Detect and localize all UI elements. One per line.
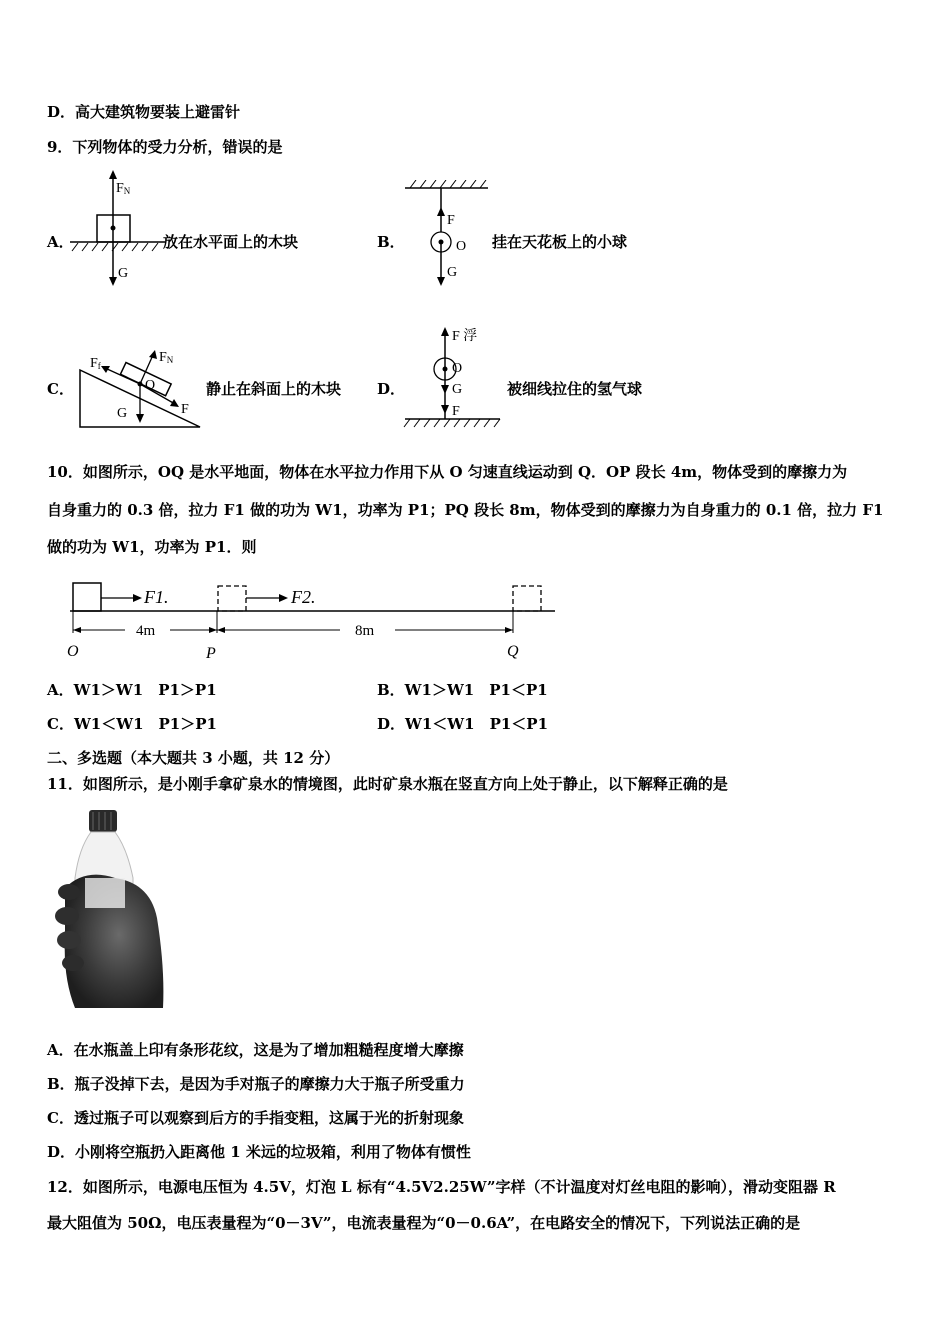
q9-d-letter: D． [377, 380, 406, 398]
q9-b-f-label: F [447, 213, 455, 228]
q9-a-letter: A． [47, 233, 74, 251]
q10-option-c: C．W1＜W1 P1＞P1 [47, 715, 217, 733]
q9-d-figure [400, 322, 510, 432]
q9-a-caption: 放在水平面上的木块 [163, 233, 299, 251]
q9-c-ff-label: Ff [90, 356, 101, 371]
q9-b-letter: B． [377, 233, 405, 251]
q9-d-f-label: F [452, 404, 460, 419]
section-2-heading: 二、多选题（本大题共 3 小题，共 12 分） [47, 749, 340, 767]
q10-figure [60, 578, 560, 663]
q12-line2: 最大阻值为 50Ω，电压表量程为“0－3V”，电流表量程为“0－0.6A”，在电路安全的情况下，下列说法正确的是 [47, 1214, 801, 1232]
q12-line1: 12．如图所示，电源电压恒为 4.5V，灯泡 L 标有“4.5V2.25W”字样（不计温度对灯丝电阻的影响），滑动变阻器 R [47, 1178, 836, 1196]
q10-option-b: B．W1＞W1 P1＜P1 [377, 681, 548, 699]
q9-b-g-label: G [447, 265, 458, 280]
q10-f2-label: F2. [291, 587, 316, 607]
q9-stem: 9．下列物体的受力分析，错误的是 [47, 138, 283, 156]
q9-d-g-label: G [452, 382, 463, 397]
q10-d2-label: 8m [355, 623, 375, 639]
q11-option-a: A．在水瓶盖上印有条形花纹，这是为了增加粗糙程度增大摩擦 [47, 1041, 464, 1059]
q9-d-caption: 被细线拉住的氢气球 [507, 380, 643, 398]
q8-option-d: D．高大建筑物要装上避雷针 [47, 103, 241, 121]
q9-a-fn-label: FN [116, 181, 131, 196]
q9-d-o-label: O [452, 361, 463, 376]
q10-line3: 做的功为 W1，功率为 P1．则 [47, 538, 257, 556]
q11-stem: 11．如图所示，是小刚手拿矿泉水的情境图，此时矿泉水瓶在竖直方向上处于静止，以下解释正确的是 [47, 775, 728, 793]
q9-a-figure [70, 165, 170, 290]
q11-photo-hand-bottle [55, 808, 170, 1013]
q10-q-label: Q [507, 643, 519, 660]
q9-c-f-label: F [181, 402, 189, 417]
q9-c-g-label: G [117, 406, 128, 421]
q11-option-c: C．透过瓶子可以观察到后方的手指变粗，这属于光的折射现象 [47, 1109, 464, 1127]
q9-c-o-label: O [145, 378, 156, 393]
q9-b-figure [400, 180, 490, 290]
q10-option-d: D．W1＜W1 P1＜P1 [377, 715, 549, 733]
q9-c-caption: 静止在斜面上的木块 [206, 380, 342, 398]
q9-c-figure [75, 345, 205, 430]
q10-d1-label: 4m [136, 623, 156, 639]
q9-c-letter: C． [47, 380, 74, 398]
q10-line1: 10．如图所示，OQ 是水平地面，物体在水平拉力作用下从 O 匀速直线运动到 Q．OP 段长 4m，物体受到的摩擦力为 [47, 463, 848, 481]
q11-option-d: D．小刚将空瓶扔入距离他 1 米远的垃圾箱，利用了物体有惯性 [47, 1143, 471, 1161]
q9-b-o-label: O [456, 239, 467, 254]
q10-p-label: P [206, 645, 216, 662]
q10-line2: 自身重力的 0.3 倍，拉力 F1 做的功为 W1，功率为 P1；PQ 段长 8m，物体受到的摩擦力为自身重力的 0.1 倍，拉力 F1 [47, 501, 884, 519]
q9-b-caption: 挂在天花板上的小球 [492, 233, 628, 251]
q10-f1-label: F1. [144, 587, 169, 607]
q9-a-g-label: G [118, 266, 129, 281]
q9-d-ffu-label: F 浮 [452, 329, 478, 344]
q10-o-label: O [67, 643, 79, 660]
q11-option-b: B．瓶子没掉下去，是因为手对瓶子的摩擦力大于瓶子所受重力 [47, 1075, 465, 1093]
q10-option-a: A．W1＞W1 P1＞P1 [47, 681, 217, 699]
q9-c-fn-label: FN [159, 350, 174, 365]
